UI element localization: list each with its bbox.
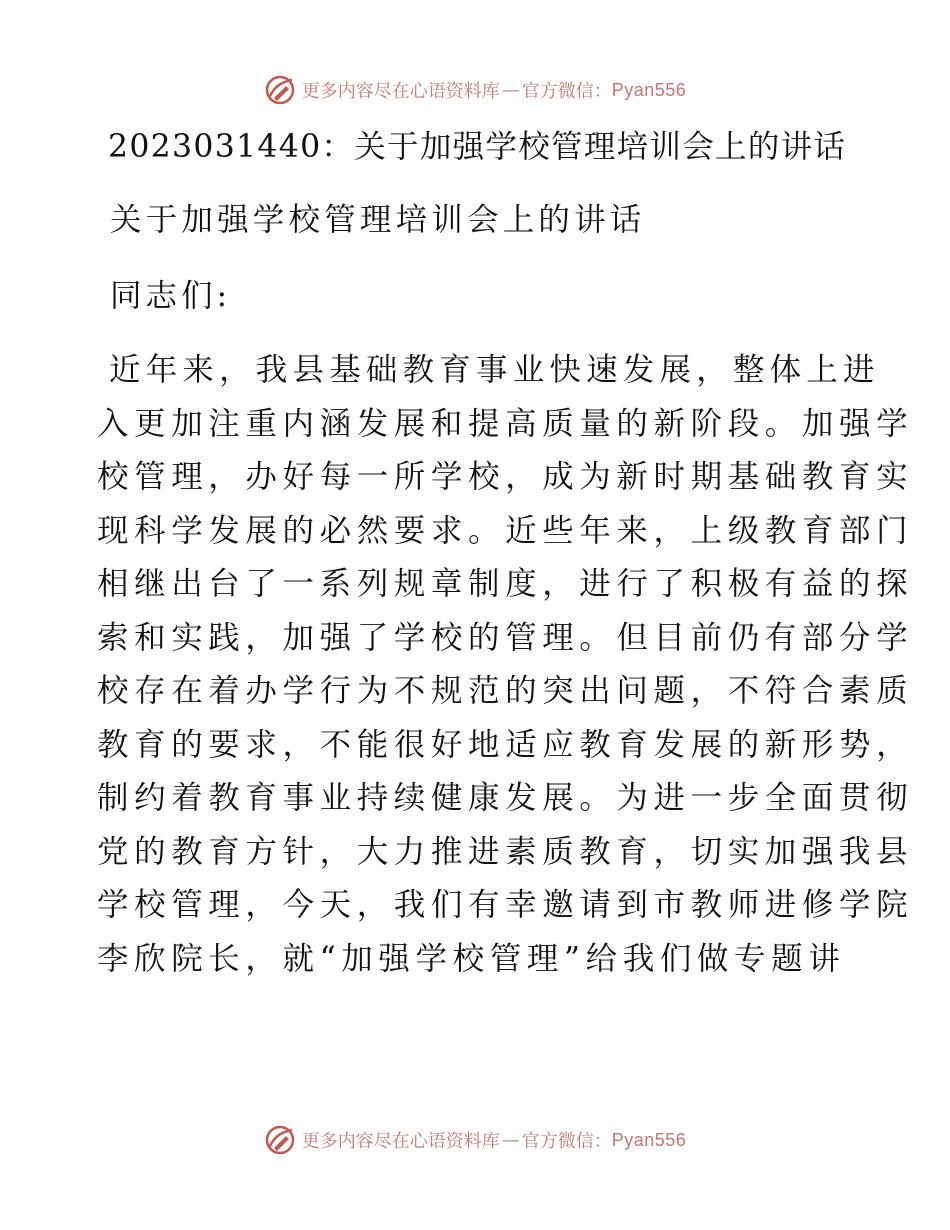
- watermark-brand: 更多内容尽在心语资料库: [301, 1131, 500, 1152]
- watermark-separator: —: [501, 79, 520, 101]
- paragraph-line: 校存在着办学行为不规范的突出问题，不符合素质: [97, 673, 914, 709]
- footer-watermark: [0, 1120, 950, 1160]
- paragraph-line: 党的教育方针，大力推进素质教育，切实加强我县: [97, 833, 914, 870]
- document-heading: 2023031440：关于加强学校管理培训会上的讲话: [108, 129, 847, 165]
- paragraph-line: 近年来，我县基础教育事业快速发展，整体上进: [109, 352, 880, 388]
- paragraph-line: 现科学发展的必然要求。近些年来，上级教育部门: [97, 512, 914, 549]
- paragraph-line: 教育的要求，不能很好地适应教育发展的新形势，: [97, 726, 914, 763]
- paragraph-line: 制约着教育事业持续健康发展。为进一步全面贯彻: [97, 780, 914, 816]
- watermark-label: 官方微信：: [521, 1131, 612, 1152]
- watermark-label: 官方微信：: [521, 81, 612, 102]
- pen-swirl-logo-icon: [264, 74, 296, 106]
- document-title: 关于加强学校管理培训会上的讲话: [110, 202, 646, 238]
- body-paragraph: [97, 350, 914, 992]
- paragraph-line: 李欣院长，就“加强学校管理”给我们做专题讲: [97, 940, 846, 977]
- header-watermark: [0, 70, 950, 110]
- watermark-separator: —: [501, 1129, 520, 1151]
- paragraph-line: 学校管理，今天，我们有幸邀请到市教师进修学院: [97, 887, 914, 923]
- watermark-account: Pyan556: [611, 1129, 687, 1150]
- paragraph-line: 校管理，办好每一所学校，成为新时期基础教育实: [97, 459, 914, 495]
- watermark-brand: 更多内容尽在心语资料库: [301, 81, 500, 102]
- paragraph-line: 索和实践，加强了学校的管理。但目前仍有部分学: [97, 619, 914, 656]
- watermark-account: Pyan556: [611, 79, 687, 100]
- greeting: 同志们:: [110, 278, 232, 314]
- paragraph-line: 相继出台了一系列规章制度，进行了积极有益的探: [97, 566, 914, 602]
- paragraph-line: 入更加注重内涵发展和提高质量的新阶段。加强学: [97, 405, 914, 442]
- pen-swirl-logo-icon: [264, 1124, 296, 1156]
